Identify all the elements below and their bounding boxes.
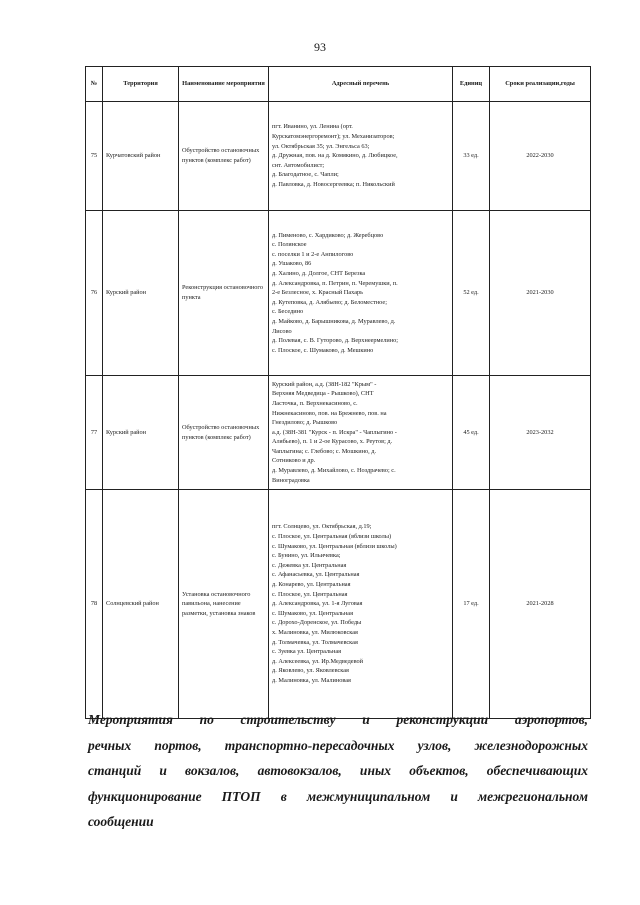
address-line: с. поселки 1 и 2-е Анпилогово: [272, 250, 354, 258]
address-line: д. Благодатное, с. Чапли;: [272, 171, 339, 179]
row-measure: Реконструкция остановочного пункта: [179, 211, 269, 376]
row-num: 77: [86, 376, 103, 490]
row-measure: Обустройство остановочных пунктов (комплекс работ): [179, 102, 269, 211]
row-units: 45 ед.: [453, 376, 490, 490]
row-address: [269, 490, 453, 719]
header-units: Единиц: [453, 67, 490, 102]
address-line: с. Полянское: [272, 241, 307, 249]
address-line: Алябьево), п. 1 и 2-ое Курасово, х. Реутов; д.: [272, 438, 393, 446]
address-line: х. Малиновка, ул. Милюковская: [272, 628, 358, 636]
address-line: д. Ушаково, 86: [272, 260, 312, 268]
row-territory: Курчатовский район: [103, 102, 179, 211]
address-line: Сотниково и др.: [272, 457, 316, 465]
address-line: Курскатомэнергоремонт); ул. Механизаторов;: [272, 133, 395, 141]
row-num: 75: [86, 102, 103, 211]
section-heading: [88, 707, 588, 835]
header-num: №: [86, 67, 103, 102]
address-line: д. Павловка, д. Новосергеевка; п. Никольский: [272, 180, 395, 188]
page-number: 93: [314, 40, 326, 54]
address-line: с. Шумаково, ул. Центральная: [272, 609, 353, 617]
address-line: Виноградовка: [272, 476, 310, 484]
address-line: д. Александровка, ул. 1-я Луговая: [272, 600, 363, 608]
row-years: 2021-2028: [490, 490, 591, 719]
address-line: д. Александровка, п. Петрин, п. Черемушки, п.: [272, 279, 398, 287]
row-years: 2023-2032: [490, 376, 591, 490]
address-line: д. Толмачевка, ул. Толмачевская: [272, 638, 358, 646]
row-units: 33 ед.: [453, 102, 490, 211]
row-num: 76: [86, 211, 103, 376]
header-measure: Наименование мероприятия: [179, 67, 269, 102]
address-line: с. Шумаково, ул. Центральная (вблизи школы): [272, 542, 397, 550]
row-territory: Курский район: [103, 211, 179, 376]
header-years: Сроки реализации,годы: [490, 67, 591, 102]
address-line: Лисово: [272, 327, 292, 335]
address-line: пгт. Иванино, ул. Ленина (орт.: [272, 123, 353, 131]
address-line: д. Малиновка, ул. Малиновая: [272, 676, 351, 684]
header-address: Адресный перечень: [269, 67, 453, 102]
address-line: Нижнекасиново, пов. на Брежнево, пов. на: [272, 409, 387, 417]
heading-line: сообщении: [88, 814, 154, 829]
address-line: с. Афанасьевка, ул. Центральная: [272, 571, 360, 579]
row-territory: Солнцевский район: [103, 490, 179, 719]
address-line: с. Дежевка ул. Центральная: [272, 561, 347, 569]
address-line: с. Зуевка ул. Центральная: [272, 648, 342, 656]
address-line: д. Пименово, с. Хардиково; д. Жеребцово: [272, 231, 384, 239]
row-address: [269, 102, 453, 211]
address-line: д. Кутеповка, д. Алябьево; д. Беломестное;: [272, 298, 387, 306]
table-header-row: [86, 67, 591, 102]
address-line: Гнездилово; д. Рышково: [272, 419, 338, 427]
address-line: Ласточка, п. Верхнекасиново, с.: [272, 399, 358, 407]
address-line: Чаплыгина; с. Глебово; с. Мошкино, д.: [272, 447, 377, 455]
heading-line: Мероприятия по строительству и реконструкции аэропортов,: [88, 712, 588, 727]
table-row: [86, 376, 591, 490]
address-line: с. Бунино, ул. Ильичевка;: [272, 552, 341, 560]
address-line: с. Дорохо-Доренское, ул. Победы: [272, 619, 362, 627]
row-years: 2022-2030: [490, 102, 591, 211]
address-line: с. Плоское, с. Шумаково, д. Мешкино: [272, 346, 374, 354]
table-row: [86, 490, 591, 719]
address-line: д. Дружная, пов. на д. Комякино, д. Любицкое,: [272, 152, 398, 160]
address-line: с. Плоское, ул. Центральная (вблизи школы): [272, 533, 392, 541]
address-line: ул. Октябрьская 35; ул. Энгельса 63;: [272, 142, 370, 150]
row-address: [269, 211, 453, 376]
address-line: Курский район, а.д. (38Н-182 "Крым" -: [272, 380, 377, 388]
row-num: 78: [86, 490, 103, 719]
address-line: д. Муравлево, д. Михайлово, с. Ноздрачево; с.: [272, 467, 396, 475]
address-line: д. Халино, д. Долгое, СНТ Березка: [272, 270, 366, 278]
table-row: [86, 102, 591, 211]
row-measure: Установка остановочного павильона, нанесение разметки, установка знаков: [179, 490, 269, 719]
row-years: 2021-2030: [490, 211, 591, 376]
address-line: с. Плоское, ул. Центральная: [272, 590, 348, 598]
address-line: пгт. Солнцево, ул. Октябрьская, д.19;: [272, 523, 372, 531]
row-measure: Обустройство остановочных пунктов (комплекс работ): [179, 376, 269, 490]
header-territory: Территория: [103, 67, 179, 102]
row-address: [269, 376, 453, 490]
address-line: Верхняя Медведица - Рышково), СНТ: [272, 390, 374, 398]
row-units: 52 ед.: [453, 211, 490, 376]
heading-line: станций и вокзалов, автовокзалов, иных объектов, обеспечивающих: [88, 763, 588, 778]
address-line: д. Яковлево, ул. Яковлевская: [272, 667, 349, 675]
table-row: [86, 211, 591, 376]
address-line: с. Беседино: [272, 308, 304, 316]
address-line: д. Полевая, с. В. Гуторово, д. Верхнеермелино;: [272, 337, 399, 345]
address-table: [85, 66, 591, 719]
address-line: 2-е Безлесное, х. Красный Пахарь: [272, 289, 364, 297]
row-units: 17 ед.: [453, 490, 490, 719]
address-line: д. Конарево, ул. Центральная: [272, 581, 351, 589]
address-line: а.д. (38Н-381 "Курск - п. Искра" - Чаплыгино -: [272, 428, 397, 436]
heading-line: речных портов, транспортно-пересадочных узлов, железнодорожных: [88, 737, 588, 753]
heading-line: функционирование ПТОП в межмуниципальном и межрегиональном: [88, 788, 588, 804]
address-line: д. Майково, д. Барышникова, д. Муравлево, д.: [272, 317, 396, 325]
row-territory: Курский район: [103, 376, 179, 490]
address-line: снт. Автомобилист;: [272, 161, 325, 169]
address-line: д. Алексеевка, ул. Ир.Медведевой: [272, 657, 364, 665]
